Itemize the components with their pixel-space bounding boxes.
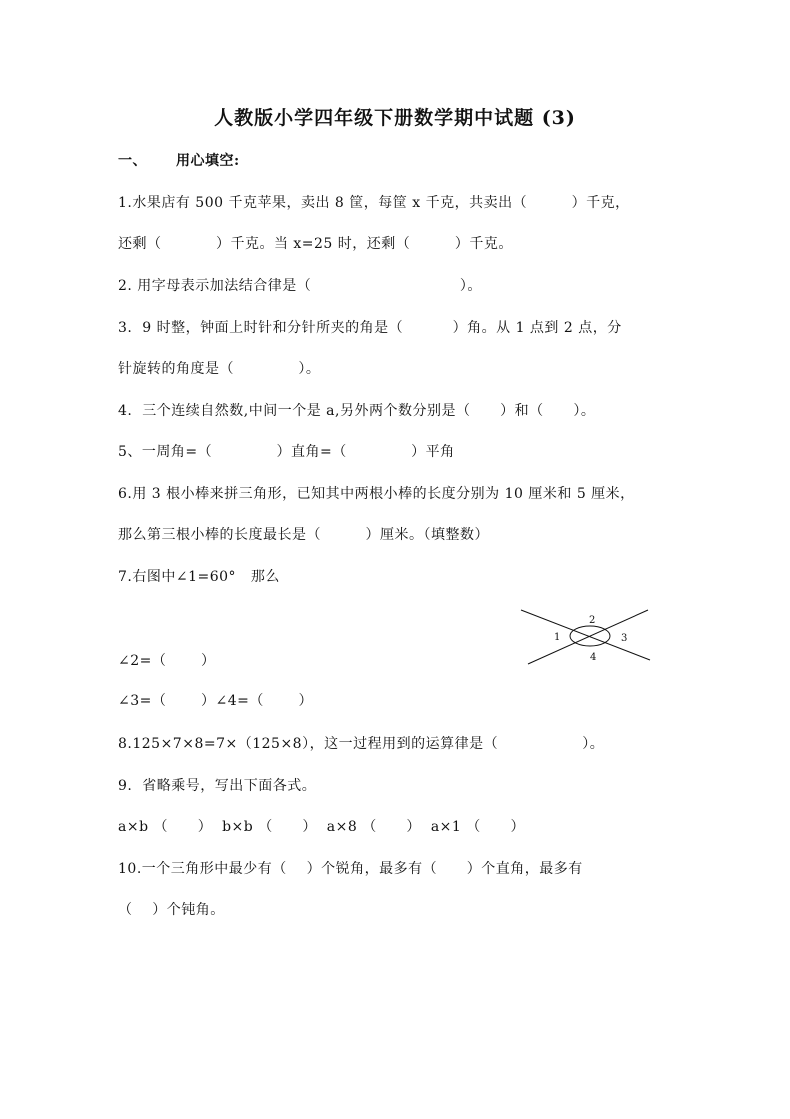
diagram-line-b (528, 610, 648, 664)
section-heading (118, 150, 240, 170)
question-3-line-1: 3. 9 时整，钟面上时针和分针所夹的角是（ ）角。从 1 点到 2 点，分 (118, 320, 622, 336)
question-4: 4. 三个连续自然数,中间一个是 a,另外两个数分别是（ ）和（ ）。 (118, 403, 596, 419)
intersecting-lines-diagram (518, 600, 654, 668)
question-9-expressions: a×b （ ） b×b （ ） a×8 （ ） a×1 （ ） (118, 819, 525, 835)
page-title: 人教版小学四年级下册数学期中试题 (3) (214, 107, 576, 129)
angle-label-1: 1 (554, 632, 561, 643)
question-7-line-1: 7.右图中∠1=60° 那么 (118, 569, 280, 585)
question-10-line-2: （ ）个钝角。 (118, 902, 225, 918)
question-2: 2. 用字母表示加法结合律是（ ）。 (118, 278, 482, 294)
angle-label-2: 2 (589, 615, 596, 626)
angle-label-4: 4 (590, 652, 597, 663)
question-6-line-1: 6.用 3 根小棒来拼三角形，已知其中两根小棒的长度分别为 10 厘米和 5 厘米， (118, 486, 635, 502)
question-7-angle-2: ∠2=（ ） (118, 653, 216, 669)
section-number: 一、 (118, 153, 147, 169)
question-3-line-2: 针旋转的角度是（ ）。 (118, 361, 321, 377)
question-8: 8.125×7×8=7×（125×8），这一过程用到的运算律是（ ）。 (118, 736, 605, 752)
question-9: 9. 省略乘号，写出下面各式。 (118, 778, 317, 794)
question-6-line-2: 那么第三根小棒的长度最长是（ ）厘米。（填整数） (118, 527, 490, 543)
angle-label-3: 3 (621, 633, 628, 644)
question-10-line-1: 10.一个三角形中最少有（ ）个锐角，最多有（ ）个直角，最多有 (118, 861, 583, 877)
question-5: 5、一周角=（ ）直角=（ ）平角 (118, 444, 455, 460)
question-1-line-1: 1.水果店有 500 千克苹果，卖出 8 筐，每筐 x 千克，共卖出（ ）千克， (118, 195, 630, 211)
question-1-line-2: 还剩（ ）千克。当 x=25 时，还剩（ ）千克。 (118, 236, 513, 252)
section-title: 用心填空: (176, 153, 240, 169)
question-7-angles-3-4: ∠3=（ ）∠4=（ ） (118, 693, 314, 709)
